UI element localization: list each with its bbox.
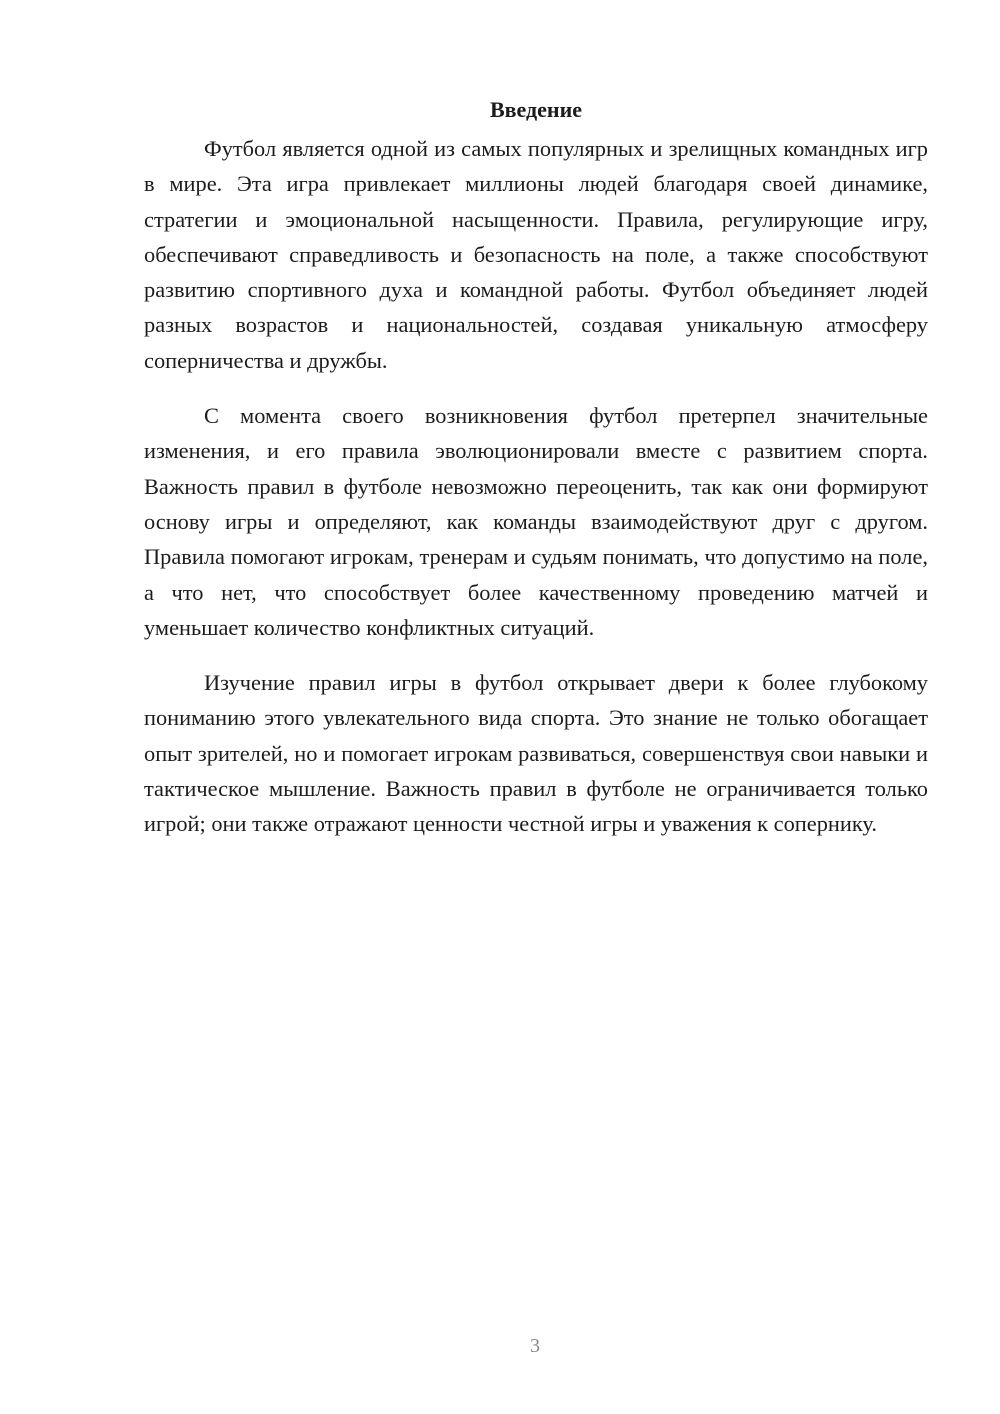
page-content [144,92,928,862]
page-number: 3 [530,1335,540,1357]
section-title: Введение [489,97,583,122]
paragraph-2: С момента своего возникновения футбол претерпел значительные изменения, и его правила эволюционировали вместе с развитием спорта. Важность правил в футболе невозможно переоценить, так как они формируют основу игры и определяют, как команды взаимодействуют друг с другом. Правила помогают игрокам, тренерам и судьям понимать, что допустимо на поле, а что нет, что способствует более качественному проведению матчей и уменьшает количество конфликтных ситуаций. [144,403,928,640]
paragraph-3: Изучение правил игры в футбол открывает двери к более глубокому пониманию этого увлекательного вида спорта. Это знание не только обогащает опыт зрителей, но и помогает игрокам развиваться, совершенствуя свои навыки и тактическое мышление. Важность правил в футболе не ограничивается только игрой; они также отражают ценности честной игры и уважения к сопернику. [144,670,928,837]
paragraph-1: Футбол является одной из самых популярных и зрелищных командных игр в мире. Эта игра привлекает миллионы людей благодаря своей динамике, стратегии и эмоциональной насыщенности. Правила, регулирующие игру, обеспечивают справедливость и безопасность на поле, а также способствуют развитию спортивного духа и командной работы. Футбол объединяет людей разных возрастов и национальностей, создавая уникальную атмосферу соперничества и дружбы. [144,136,928,373]
